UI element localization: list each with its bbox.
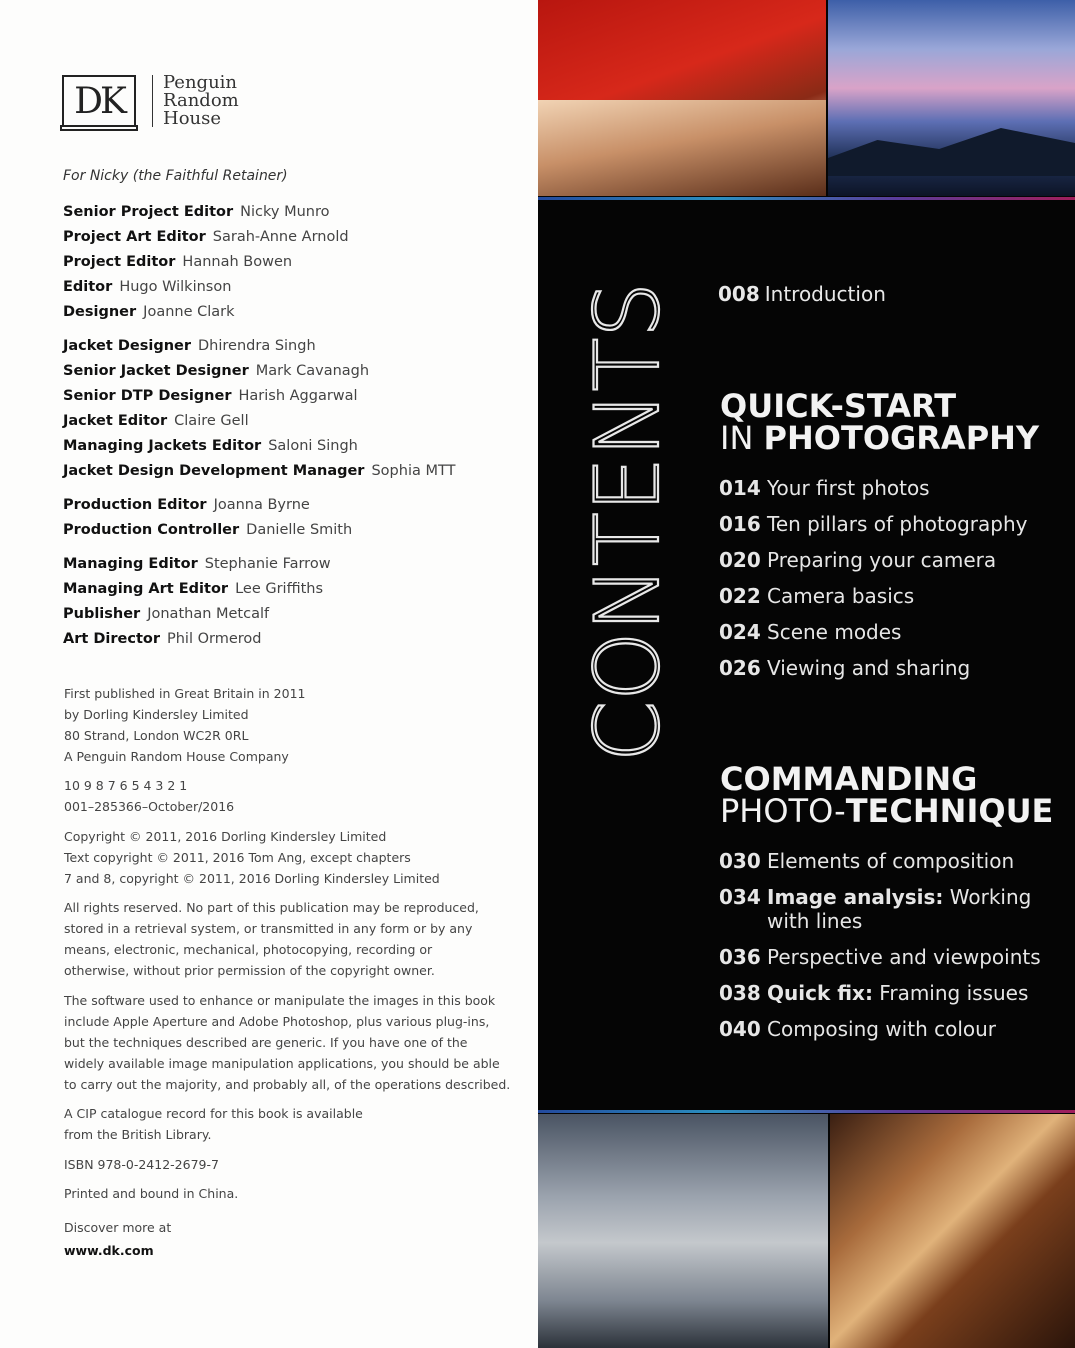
toc-title-bold: Quick fix: <box>767 981 873 1005</box>
imprint-line: Text copyright © 2011, 2016 Tom Ang, except chapters <box>64 850 411 865</box>
imprint-line: widely available image manipulation applications, you should be able <box>64 1056 500 1071</box>
imprint-paragraph <box>64 1154 219 1175</box>
imprint-paragraph <box>64 683 306 767</box>
credit-line <box>63 359 455 384</box>
toc-title-text: Camera basics <box>767 584 915 608</box>
photo-red-room <box>538 0 826 196</box>
toc-list-commanding <box>719 849 1075 1053</box>
credit-role: Managing Art Editor <box>63 581 229 597</box>
credit-line <box>63 434 455 459</box>
credit-name: Phil Ormerod <box>166 631 262 647</box>
imprint-paragraph <box>64 775 234 817</box>
credit-role: Designer <box>63 304 137 320</box>
credit-name: Jonathan Metcalf <box>147 606 270 622</box>
credit-line <box>63 384 455 409</box>
imprint-line: 80 Strand, London WC2R 0RL <box>64 728 249 743</box>
photo-wooden-structure <box>830 1114 1075 1348</box>
imprint-line: ISBN 978-0-2412-2679-7 <box>64 1157 219 1172</box>
toc-title <box>767 1017 996 1041</box>
credit-group <box>63 552 331 652</box>
credit-role: Jacket Designer <box>63 338 192 354</box>
credit-name: Sarah-Anne Arnold <box>212 229 349 245</box>
imprint-line: otherwise, without prior permission of the copyright owner. <box>64 963 435 978</box>
imprint-paragraph <box>64 990 510 1095</box>
credit-role: Jacket Design Development Manager <box>63 463 365 479</box>
credit-name: Nicky Munro <box>240 204 330 220</box>
credit-line <box>63 409 455 434</box>
imprint-line: by Dorling Kindersley Limited <box>64 707 249 722</box>
imprint-line: A Penguin Random House Company <box>64 749 289 764</box>
toc-page-number: 038 <box>719 981 761 1005</box>
imprint-line: A CIP catalogue record for this book is available <box>64 1106 363 1121</box>
toc-title-text: Your first photos <box>767 476 930 500</box>
credit-line <box>63 275 349 300</box>
toc-entry[interactable] <box>719 945 1075 969</box>
credit-name: Danielle Smith <box>246 522 353 538</box>
imprint-paragraph <box>64 826 440 889</box>
dk-logo-icon: DK <box>62 75 136 127</box>
credit-name: Joanna Byrne <box>213 497 310 513</box>
credit-name: Sophia MTT <box>371 463 456 479</box>
credit-role: Senior DTP Designer <box>63 388 232 404</box>
credit-role: Project Art Editor <box>63 229 206 245</box>
credit-name: Hugo Wilkinson <box>119 279 232 295</box>
toc-title <box>767 512 1027 536</box>
toc-title <box>767 584 914 608</box>
credit-role: Production Editor <box>63 497 207 513</box>
toc-page-number: 034 <box>719 885 761 909</box>
credit-line <box>63 552 331 577</box>
credit-name: Saloni Singh <box>268 438 358 454</box>
toc-page-number: 026 <box>719 656 761 680</box>
publisher-logo <box>62 74 239 128</box>
imprint-paragraph <box>64 1217 171 1238</box>
toc-page-number: 030 <box>719 849 761 873</box>
toc-page-number: 014 <box>719 476 761 500</box>
toc-title-bold: Image analysis: <box>767 885 944 909</box>
toc-title <box>767 945 1041 969</box>
credit-role: Senior Project Editor <box>63 204 234 220</box>
toc-title-text: Framing issues <box>872 981 1029 1005</box>
imprint-line: means, electronic, mechanical, photocopying, recording or <box>64 942 433 957</box>
toc-title-text: Perspective and viewpoints <box>767 945 1041 969</box>
toc-entry[interactable] <box>719 620 1027 644</box>
credit-name: Dhirendra Singh <box>198 338 316 354</box>
contents-heading-text: CONTENTS <box>576 280 679 762</box>
imprint-line: Printed and bound in China. <box>64 1186 239 1201</box>
credit-role: Art Director <box>63 631 160 647</box>
publisher-name: Penguin Random House <box>163 72 239 129</box>
credit-name: Harish Aggarwal <box>238 388 358 404</box>
credit-name: Mark Cavanagh <box>255 363 370 379</box>
imprint-line: 7 and 8, copyright © 2011, 2016 Dorling Kindersley Limited <box>64 871 440 886</box>
imprint-line: to carry out the majority, and probably all, of the operations described. <box>64 1077 511 1092</box>
credit-line <box>63 518 352 543</box>
credit-name: Stephanie Farrow <box>204 556 331 572</box>
toc-entry[interactable] <box>719 656 1027 680</box>
credit-role: Editor <box>63 279 113 295</box>
logo-divider <box>152 75 153 127</box>
section-title-commanding: COMMANDING PHOTO-TECHNIQUE <box>720 760 1054 830</box>
credit-role: Senior Jacket Designer <box>63 363 249 379</box>
imprint-line: All rights reserved. No part of this publication may be reproduced, <box>64 900 479 915</box>
toc-title-text: Preparing your camera <box>767 548 997 572</box>
imprint-line: Discover more at <box>64 1220 172 1235</box>
right-page <box>538 0 1075 1348</box>
imprint-paragraph <box>64 1183 238 1204</box>
toc-title-text: Composing with colour <box>767 1017 997 1041</box>
toc-page-number: 024 <box>719 620 761 644</box>
toc-entry[interactable] <box>719 849 1075 873</box>
credit-role: Publisher <box>63 606 141 622</box>
toc-page-number: 022 <box>719 584 761 608</box>
credit-line <box>63 577 331 602</box>
imprint-paragraph <box>64 1103 363 1145</box>
credit-name: Joanne Clark <box>143 304 235 320</box>
photo-heron <box>538 1114 828 1348</box>
toc-title <box>767 981 1028 1005</box>
toc-title <box>767 849 1014 873</box>
toc-title <box>767 476 930 500</box>
toc-entry[interactable] <box>719 512 1027 536</box>
credit-group <box>63 493 352 543</box>
credit-role: Project Editor <box>63 254 176 270</box>
credit-name: Hannah Bowen <box>182 254 293 270</box>
imprint-line: 001–285366–October/2016 <box>64 799 235 814</box>
toc-entry[interactable] <box>719 1017 1075 1041</box>
credit-name: Claire Gell <box>174 413 249 429</box>
toc-page-number: 040 <box>719 1017 761 1041</box>
credit-line <box>63 250 349 275</box>
toc-title <box>767 548 996 572</box>
toc-entry[interactable] <box>719 584 1027 608</box>
credit-role: Managing Jackets Editor <box>63 438 262 454</box>
credit-group <box>63 200 349 325</box>
toc-title-text: Scene modes <box>767 620 902 644</box>
credit-role: Production Controller <box>63 522 240 538</box>
credit-role: Managing Editor <box>63 556 198 572</box>
toc-title-text: Working with lines <box>767 885 1032 933</box>
credit-line <box>63 602 331 627</box>
imprint-line: 10 9 8 7 6 5 4 3 2 1 <box>64 778 188 793</box>
credit-line <box>63 225 349 250</box>
toc-page-number: 016 <box>719 512 761 536</box>
toc-entry[interactable] <box>719 981 1075 1005</box>
website-link[interactable]: www.dk.com <box>64 1243 154 1258</box>
divider-line <box>538 197 1075 200</box>
imprint-line: First published in Great Britain in 2011 <box>64 686 306 701</box>
photo-sky-landscape <box>828 0 1075 196</box>
toc-title-text: Ten pillars of photography <box>767 512 1028 536</box>
imprint-paragraph <box>64 897 479 981</box>
imprint-line: Copyright © 2011, 2016 Dorling Kindersley Limited <box>64 829 387 844</box>
imprint-line: from the British Library. <box>64 1127 212 1142</box>
credit-line <box>63 334 455 359</box>
imprint-line: but the techniques described are generic. If you have one of the <box>64 1035 468 1050</box>
toc-entry[interactable] <box>719 476 1027 500</box>
credit-line <box>63 459 455 484</box>
imprint-line: stored in a retrieval system, or transmitted in any form or by any <box>64 921 473 936</box>
credit-line <box>63 300 349 325</box>
toc-page-number: 020 <box>719 548 761 572</box>
dedication: For Nicky (the Faithful Retainer) <box>63 168 288 184</box>
toc-title <box>767 885 1075 933</box>
imprint-line: The software used to enhance or manipulate the images in this book <box>64 993 496 1008</box>
toc-title-text: Viewing and sharing <box>767 656 971 680</box>
contents-heading <box>576 280 679 770</box>
credit-line <box>63 493 352 518</box>
toc-title <box>767 656 970 680</box>
credit-group <box>63 334 455 484</box>
toc-title-text: Elements of composition <box>767 849 1015 873</box>
credit-line <box>63 627 331 652</box>
toc-list-quick-start <box>719 476 1027 692</box>
toc-title <box>767 620 901 644</box>
toc-page-number: 036 <box>719 945 761 969</box>
section-title-quick-start: QUICK-START IN PHOTOGRAPHY <box>720 387 1040 457</box>
credit-line <box>63 200 349 225</box>
toc-intro[interactable]: 008 Introduction <box>718 282 886 306</box>
credit-role: Jacket Editor <box>63 413 168 429</box>
divider-line <box>538 1110 1075 1113</box>
toc-entry[interactable] <box>719 885 1075 933</box>
toc-entry[interactable] <box>719 548 1027 572</box>
credit-name: Lee Griffiths <box>235 581 324 597</box>
imprint-line: include Apple Aperture and Adobe Photoshop, plus various plug-ins, <box>64 1014 490 1029</box>
